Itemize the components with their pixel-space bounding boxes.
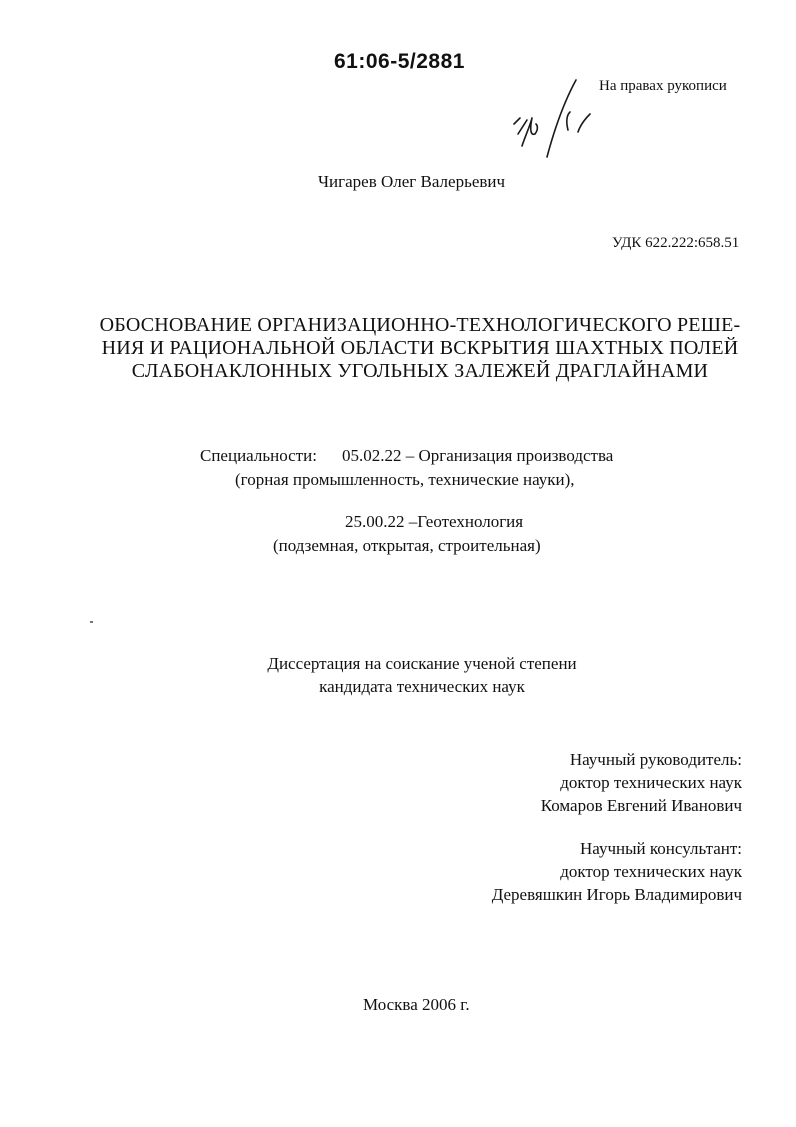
scan-artifact bbox=[90, 621, 93, 623]
author-name: Чигарев Олег Валерьевич bbox=[318, 172, 506, 191]
signature-stroke bbox=[514, 118, 520, 124]
supervisor-degree: доктор технических наук bbox=[560, 773, 742, 792]
degree-statement-line: Диссертация на соискание ученой степени bbox=[267, 654, 577, 673]
signature-stroke bbox=[547, 80, 576, 157]
title-line: СЛАБОНАКЛОННЫХ УГОЛЬНЫХ ЗАЛЕЖЕЙ ДРАГЛАЙНАМИ bbox=[131, 360, 709, 382]
handwritten-signature bbox=[500, 72, 600, 164]
supervisor-role: Научный руководитель: bbox=[569, 750, 742, 769]
dissertation-title bbox=[90, 314, 750, 383]
supervisor-block bbox=[541, 748, 742, 817]
specialties-label: Специальности: bbox=[200, 446, 317, 465]
signature-stroke bbox=[518, 120, 527, 134]
title-line: ОБОСНОВАНИЕ ОРГАНИЗАЦИОННО-ТЕХНОЛОГИЧЕСКОГО РЕШЕ- bbox=[99, 314, 741, 336]
degree-statement bbox=[222, 652, 622, 698]
specialty-note: (подземная, открытая, строительная) bbox=[273, 536, 541, 555]
signature-stroke bbox=[567, 112, 570, 130]
specialty-code-name: 25.00.22 –Геотехнология bbox=[345, 512, 524, 531]
specialty-code-name: 05.02.22 – Организация производства bbox=[342, 446, 614, 465]
signature-stroke bbox=[522, 118, 537, 146]
specialty-note: (горная промышленность, технические науки), bbox=[235, 470, 575, 489]
manuscript-rights-note: На правах рукописи bbox=[599, 78, 727, 94]
consultant-block bbox=[492, 837, 742, 906]
consultant-degree: доктор технических наук bbox=[560, 862, 742, 881]
udc-code: УДК 622.222:658.51 bbox=[612, 235, 740, 251]
supervisor-name: Комаров Евгений Иванович bbox=[540, 796, 742, 815]
consultant-role: Научный консультант: bbox=[580, 839, 742, 858]
archive-number: 61:06-5/2881 bbox=[334, 50, 465, 73]
consultant-name: Деревяшкин Игорь Владимирович bbox=[491, 885, 742, 904]
title-line: НИЯ И РАЦИОНАЛЬНОЙ ОБЛАСТИ ВСКРЫТИЯ ШАХТНЫХ ПОЛЕЙ bbox=[101, 337, 739, 359]
signature-stroke bbox=[578, 114, 590, 132]
place-and-year: Москва 2006 г. bbox=[363, 995, 470, 1014]
degree-statement-line: кандидата технических наук bbox=[319, 677, 525, 696]
